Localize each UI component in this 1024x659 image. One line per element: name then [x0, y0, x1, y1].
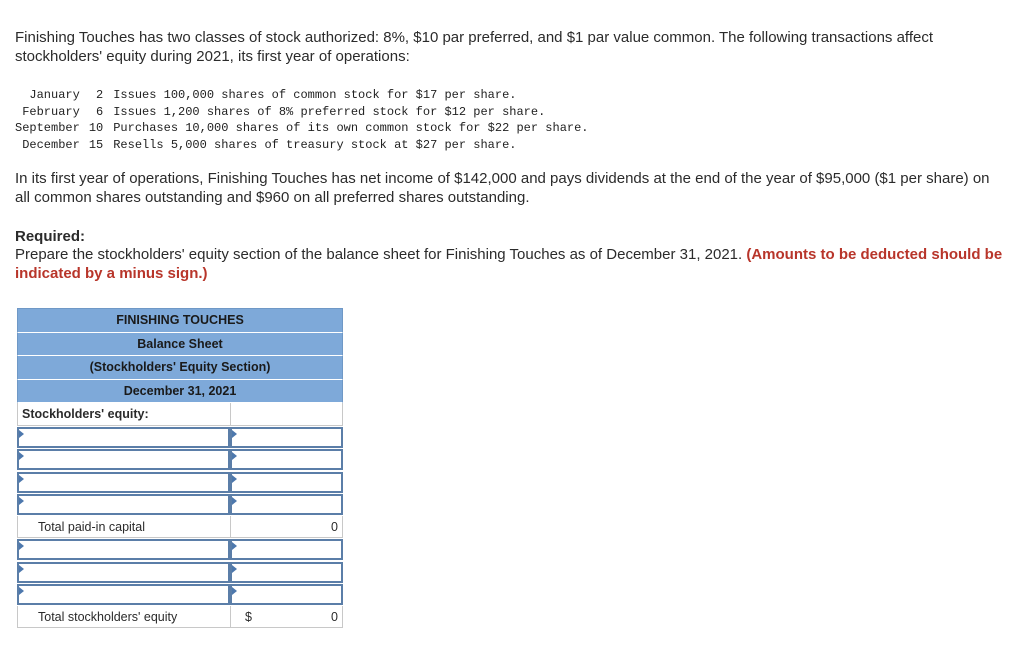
amount-input[interactable] — [230, 494, 343, 515]
transaction-month: January — [29, 88, 80, 102]
transaction-month: September — [15, 121, 80, 135]
dropdown-triangle-icon — [19, 542, 24, 550]
transaction-row — [15, 137, 589, 154]
total-equity-cell — [231, 606, 342, 629]
account-select[interactable] — [17, 427, 230, 448]
required-heading: Required: — [15, 228, 86, 245]
total-paid-in-value: 0 — [231, 516, 342, 539]
account-select[interactable] — [17, 539, 230, 560]
transaction-day: 10 — [88, 121, 104, 135]
total-paid-in-label-cell — [18, 516, 231, 539]
transaction-text: Issues 100,000 shares of common stock for $17 per share. — [113, 88, 517, 102]
amount-input[interactable] — [230, 449, 343, 470]
total-equity-row — [17, 606, 343, 629]
transaction-row — [15, 120, 589, 137]
transaction-text: Issues 1,200 shares of 8% preferred stock for $12 per share. — [113, 104, 546, 119]
dropdown-triangle-icon — [232, 565, 237, 573]
transaction-day: 2 — [96, 88, 104, 102]
account-select[interactable] — [17, 584, 230, 605]
total-paid-in-row — [17, 516, 343, 539]
input-row — [17, 538, 343, 561]
dropdown-triangle-icon — [232, 497, 237, 505]
transaction-day: 6 — [96, 104, 104, 119]
statement-subtitle: (Stockholders' Equity Section) — [17, 356, 343, 380]
dropdown-triangle-icon — [19, 452, 24, 460]
income-paragraph: In its first year of operations, Finishing Touches has net income of $142,000 and pays dividends at the end of the year of $95,000 ($1 per share) on all common shares outstanding and $960 on all preferred shares outstanding. — [15, 170, 990, 206]
input-row — [17, 471, 343, 494]
statement-title: Balance Sheet — [17, 333, 343, 357]
dropdown-triangle-icon — [19, 497, 24, 505]
amount-input[interactable] — [230, 539, 343, 560]
dropdown-triangle-icon — [232, 475, 237, 483]
dropdown-triangle-icon — [232, 587, 237, 595]
total-paid-in-label: Total paid-in capital — [38, 519, 146, 534]
total-equity-value: 0 — [331, 609, 338, 624]
dropdown-triangle-icon — [232, 452, 237, 460]
input-row — [17, 493, 343, 516]
account-select[interactable] — [17, 494, 230, 515]
total-equity-label: Total stockholders' equity — [38, 609, 178, 624]
input-row — [17, 561, 343, 584]
dropdown-triangle-icon — [19, 587, 24, 595]
account-select[interactable] — [17, 449, 230, 470]
transaction-month: February — [22, 104, 80, 119]
transaction-row — [15, 104, 589, 121]
transaction-text: Resells 5,000 shares of treasury stock at $27 per share. — [113, 137, 517, 152]
total-equity-label-cell — [18, 606, 231, 629]
statement-date: December 31, 2021 — [17, 380, 343, 404]
section-amount-cell — [231, 403, 342, 426]
section-row — [17, 403, 343, 426]
dropdown-triangle-icon — [19, 475, 24, 483]
required-text — [15, 245, 1005, 283]
transaction-month: December — [22, 137, 80, 152]
input-row — [17, 426, 343, 449]
required-note: (Amounts to be deducted should be indicated by a minus sign.) — [15, 246, 1003, 282]
dropdown-triangle-icon — [19, 565, 24, 573]
company-name: FINISHING TOUCHES — [17, 308, 343, 333]
section-label-cell — [18, 403, 231, 426]
balance-sheet-table — [17, 308, 343, 628]
amount-input[interactable] — [230, 472, 343, 493]
dropdown-triangle-icon — [232, 542, 237, 550]
transactions-list — [15, 87, 589, 153]
transaction-row — [15, 87, 589, 104]
input-row — [17, 448, 343, 471]
required-instruction: Prepare the stockholders' equity section of the balance sheet for Finishing Touches as of December 31, 2021. — [15, 246, 743, 263]
amount-input[interactable] — [230, 562, 343, 583]
input-row — [17, 583, 343, 606]
amount-input[interactable] — [230, 427, 343, 448]
problem-intro: Finishing Touches has two classes of stock authorized: 8%, $10 par preferred, and $1 par value common. The following transactions affect stockholders' equity during 2021, its first year of operations: — [15, 29, 934, 65]
transaction-day: 15 — [88, 137, 104, 152]
amount-input[interactable] — [230, 584, 343, 605]
dropdown-triangle-icon — [232, 430, 237, 438]
dropdown-triangle-icon — [19, 430, 24, 438]
currency-symbol: $ — [245, 609, 252, 624]
transaction-text: Purchases 10,000 shares of its own common stock for $22 per share. — [113, 121, 589, 135]
account-select[interactable] — [17, 562, 230, 583]
section-label: Stockholders' equity: — [22, 407, 149, 421]
account-select[interactable] — [17, 472, 230, 493]
